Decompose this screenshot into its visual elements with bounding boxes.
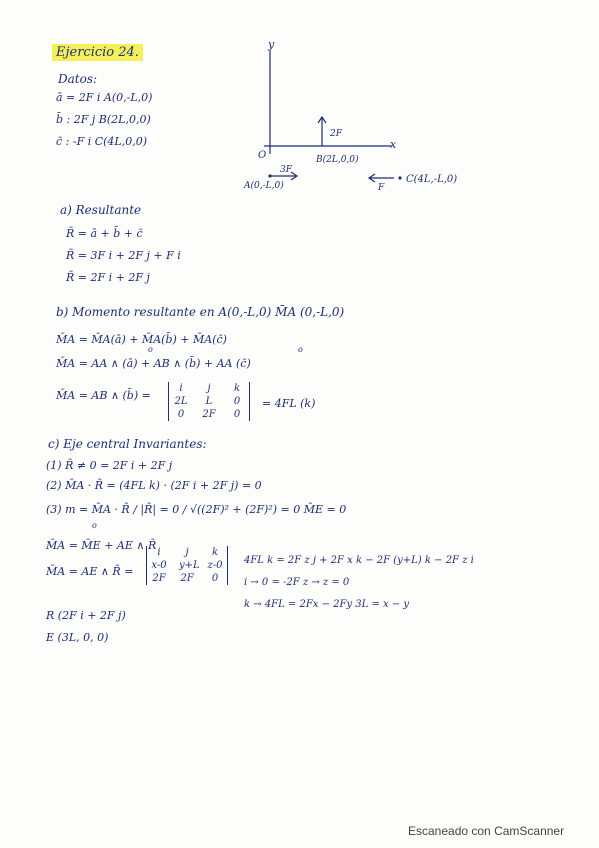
- final-line-e: E (3L, 0, 0): [46, 631, 109, 644]
- matrix-1-row-3: 0 2F 0: [177, 409, 241, 420]
- matrix-2-row-3: 2F 2F 0: [152, 573, 219, 584]
- section-b-line-1: M̄A = M̄A(ā) + M̄A(b̄) + M̄A(c̄): [56, 333, 227, 346]
- section-b-line-3: M̄A = AB ∧ (b̄) =: [56, 389, 151, 402]
- camscanner-watermark: Escaneado con CamScanner: [408, 824, 565, 838]
- force-diagram: [230, 36, 458, 196]
- point-a-label: A(0,-L,0): [244, 181, 284, 191]
- datos-line-b: b̄ : 2F j B(2L,0,0): [56, 113, 151, 126]
- force-c-label: F: [378, 183, 385, 193]
- section-a-line-3: R̄ = 2F i + 2F j: [66, 271, 150, 284]
- x-axis-label: x: [390, 138, 397, 151]
- datos-heading: Datos:: [58, 72, 98, 86]
- zero-mark-1: o: [148, 345, 153, 354]
- section-b-result: = 4FL (k): [262, 397, 316, 410]
- force-b-label: 2F: [330, 129, 342, 139]
- zero-mark-3: o: [92, 521, 97, 530]
- section-a-line-2: R̄ = 3F i + 2F j + F i: [66, 249, 181, 262]
- y-axis-label: y: [268, 38, 275, 51]
- datos-line-c: c̄ : -F i C(4L,0,0): [56, 135, 148, 148]
- point-c-dot: [398, 176, 401, 179]
- moment-line-2: M̄A = AE ∧ R̄ =: [46, 565, 134, 578]
- side-line-2: i → 0 = -2F z → z = 0: [244, 577, 350, 588]
- origin-label: O: [258, 150, 267, 161]
- matrix-2-row-1: i j k: [157, 547, 219, 558]
- section-a-heading: a) Resultante: [60, 203, 142, 217]
- matrix-1-row-1: i j k: [179, 383, 241, 394]
- moment-line-1: M̄A = M̄E + AE ∧ R̄: [46, 539, 157, 552]
- side-line-3: k → 4FL = 2Fx − 2Fy 3L = x − y: [244, 599, 410, 610]
- section-a-line-1: R̄ = ā + b̄ + c̄: [66, 227, 143, 240]
- cross-product-matrix-1: [168, 382, 250, 421]
- force-a-label: 3F: [280, 165, 292, 175]
- section-c-line-2: (2) M̄A · R̄ = (4FL k) · (2F i + 2F j) = 0: [46, 479, 262, 492]
- final-line-r: R (2F i + 2F j): [46, 609, 126, 622]
- page-title: Ejercicio 24.: [52, 44, 143, 61]
- side-line-1: 4FL k = 2F z j + 2F x k − 2F (y+L) k − 2F z i: [244, 555, 474, 566]
- datos-line-a: ā = 2F i A(0,-L,0): [56, 91, 153, 104]
- section-b-heading: b) Momento resultante en A(0,-L,0) M̄A (0,-L,0): [56, 305, 345, 319]
- point-c-label: C(4L,-L,0): [406, 174, 458, 185]
- section-c-line-3: (3) m = M̄A · R̄ / |R̄| = 0 / √((2F)² + (2F)²) = 0 M̄E = 0: [46, 503, 347, 516]
- matrix-2-row-2: x-0 y+L z-0: [151, 560, 223, 571]
- section-c-line-1: (1) R̄ ≠ 0 = 2F i + 2F j: [46, 459, 173, 472]
- section-c-heading: c) Eje central Invariantes:: [48, 437, 207, 451]
- zero-mark-2: o: [298, 345, 303, 354]
- point-b-label: B(2L,0,0): [316, 155, 359, 165]
- section-b-line-2: M̄A = AA ∧ (ā) + AB ∧ (b̄) + AA (c̄): [56, 357, 251, 370]
- matrix-1-row-2: 2L L 0: [174, 396, 241, 407]
- point-a-dot: [268, 174, 271, 177]
- cross-product-matrix-2: [146, 546, 228, 585]
